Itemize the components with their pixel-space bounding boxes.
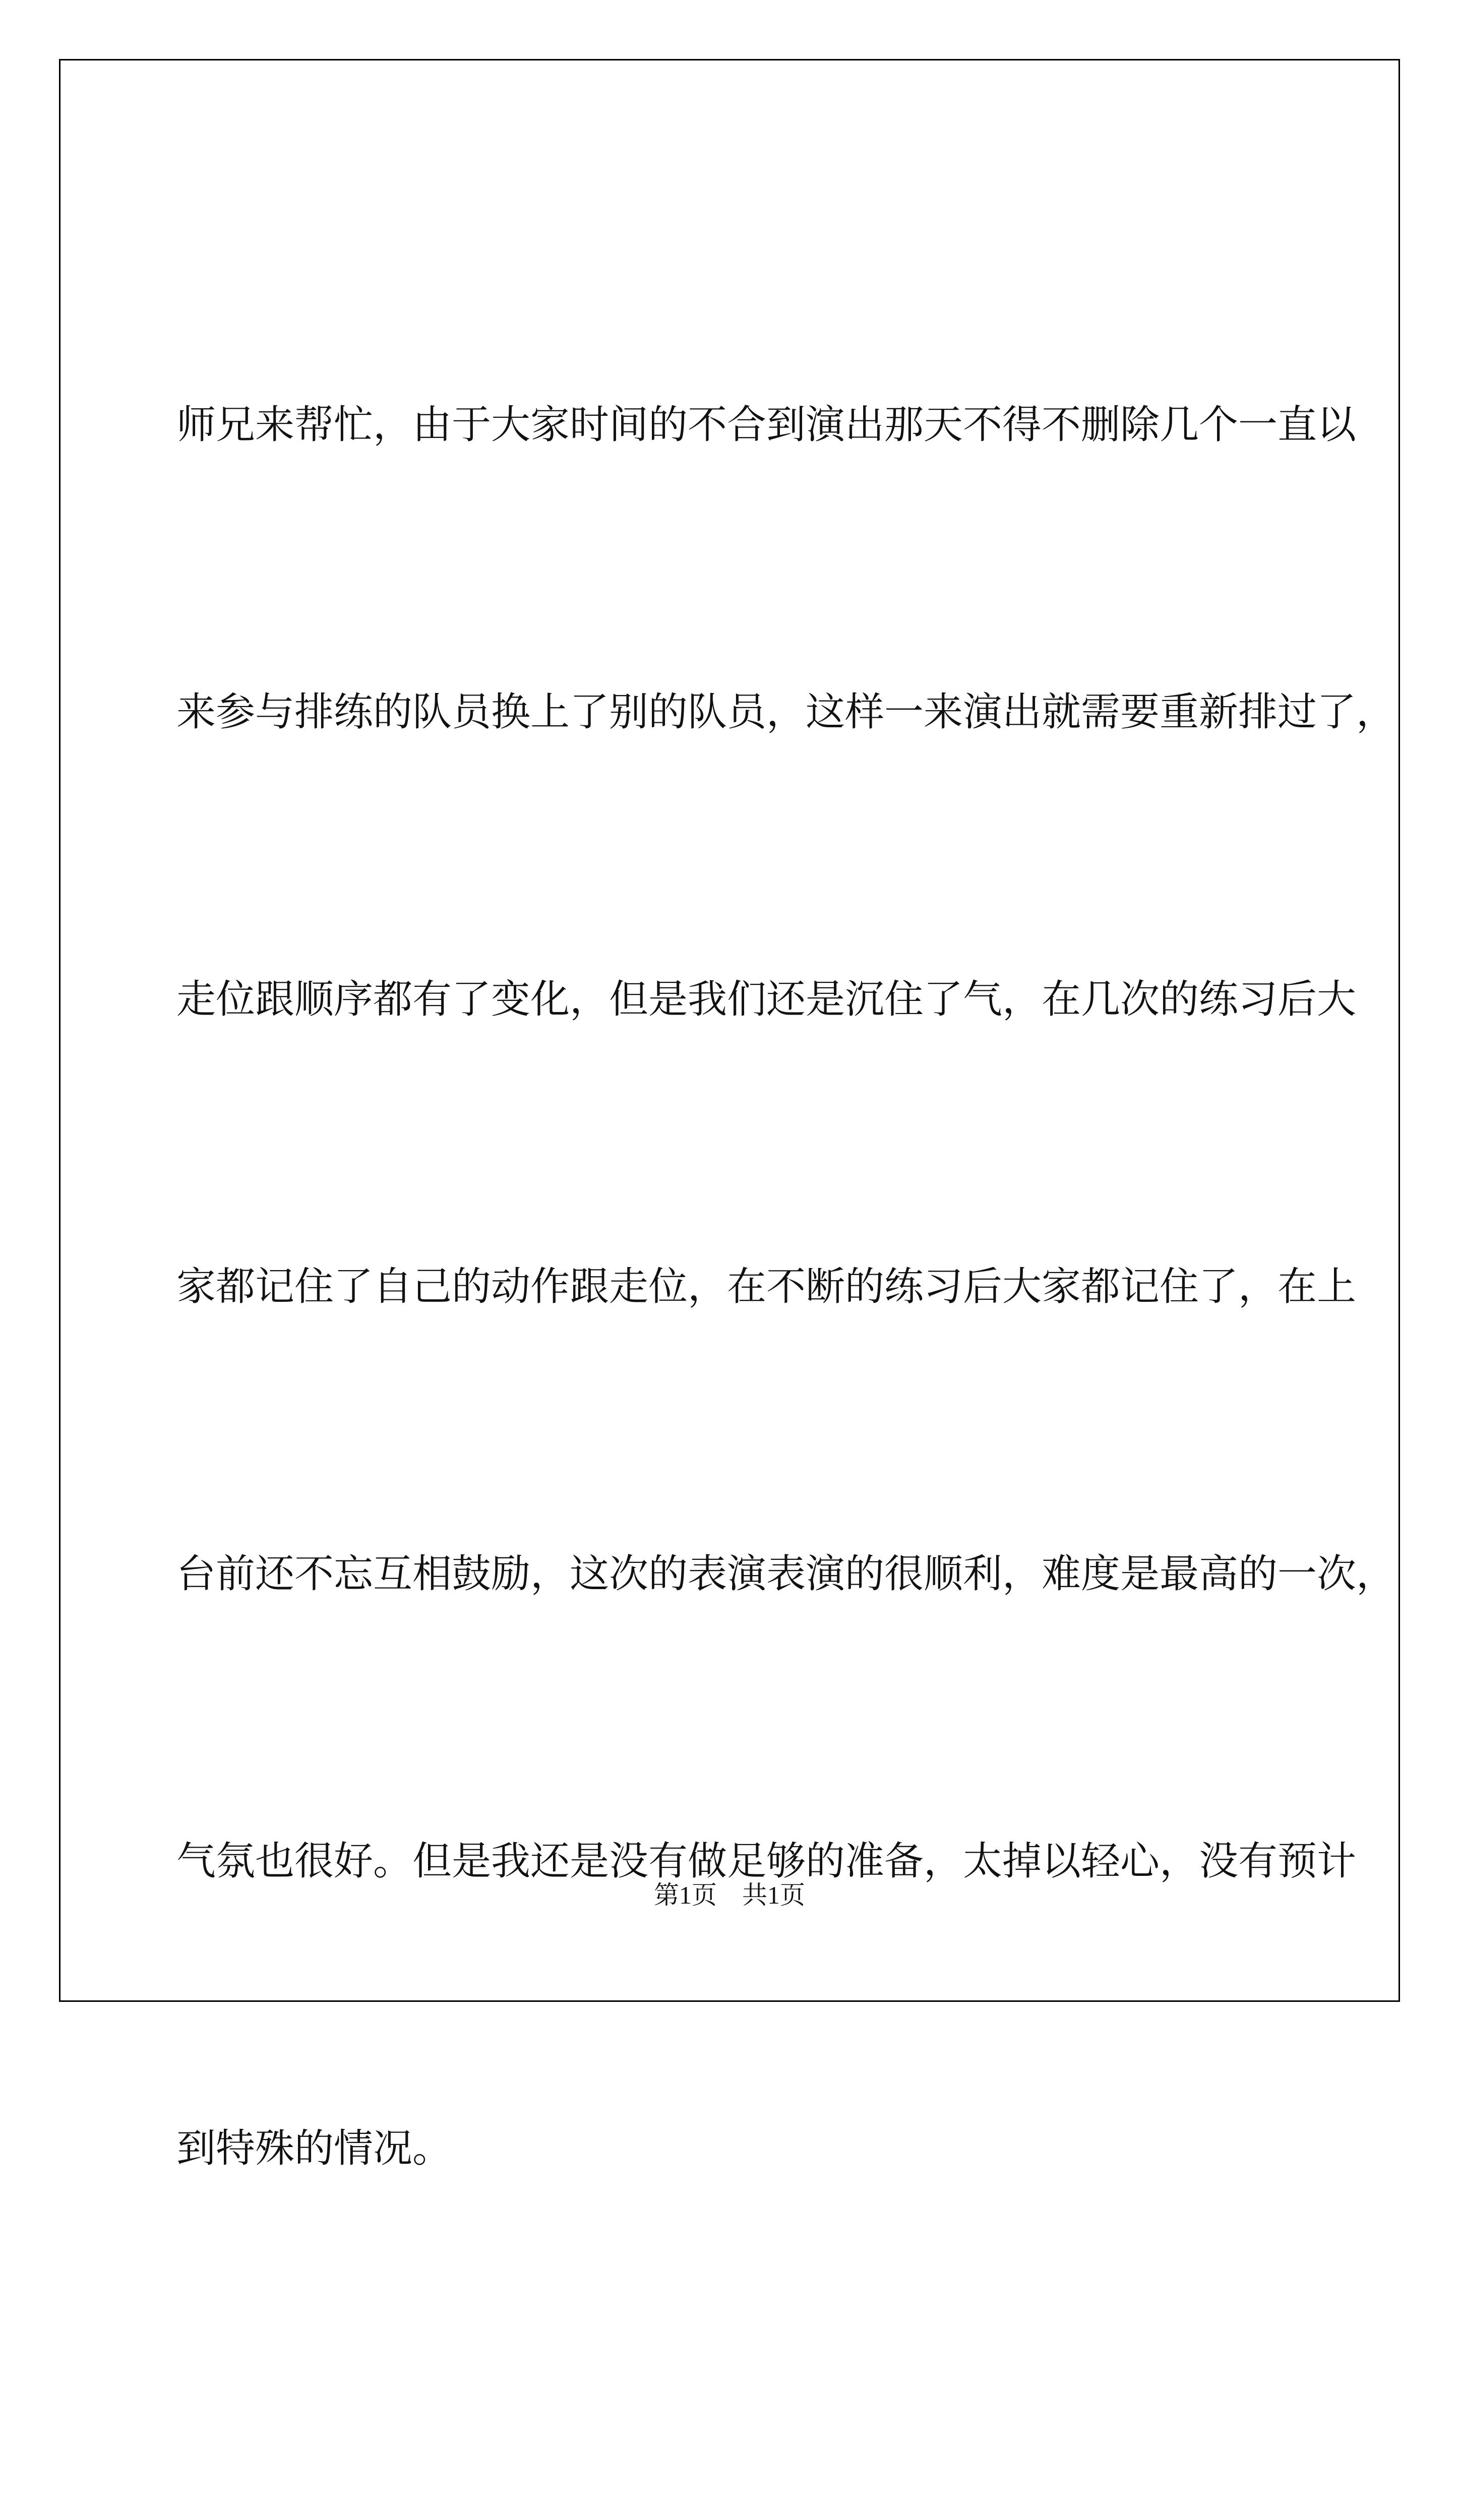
document-body bbox=[176, 185, 1396, 2520]
text-line: 家都记住了自己的动作跟走位，在不断的练习后大家都记住了，在上 bbox=[176, 1264, 1357, 1309]
text-line: 气氛也很好。但是我还是没有做足够的准备，太掉以轻心，没有预计 bbox=[176, 1839, 1357, 1884]
text-line: 台前还不忘互相鼓励，这次的表演表演的很顺利，难度是最高的一次， bbox=[176, 1551, 1396, 1597]
paragraph-1 bbox=[176, 185, 1396, 2388]
page-number-footer: 第1页 共1页 bbox=[654, 1881, 805, 1909]
text-line: 走位跟顺序都有了变化，但是我们还是沉住了气，在几次的练习后大 bbox=[176, 977, 1357, 1022]
text-line: 到特殊的情况。 bbox=[176, 2126, 452, 2171]
text-line: 师兄来帮忙，由于大家时间的不合到演出那天不得不删除几个一直以 bbox=[176, 402, 1357, 448]
paragraph-2 bbox=[176, 2388, 1331, 2520]
text-line: 来参与排练的队员换上了别的队员，这样一来演出就需要重新排过了， bbox=[176, 689, 1396, 735]
